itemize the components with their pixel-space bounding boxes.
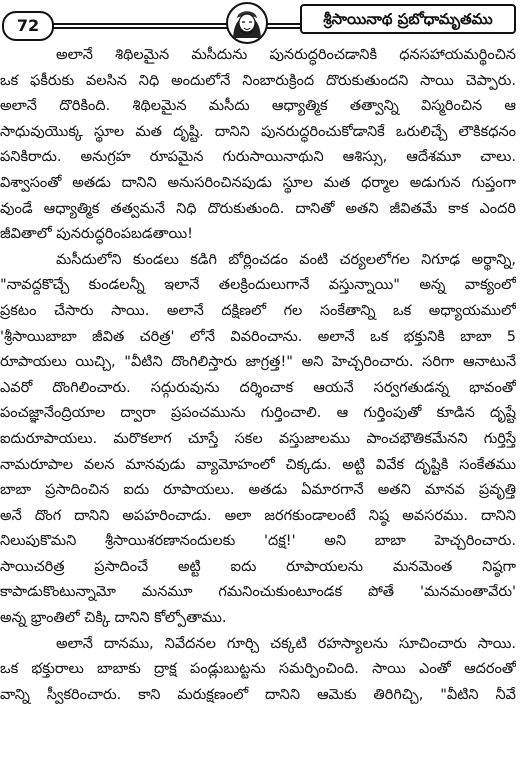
page-header (0, 0, 520, 42)
text-line: అలానే దొరికింది. శిథిలమైన మసీదు ఆధ్యాత్మిక తత్వాన్ని విస్మరించిన ఆ (0, 98, 516, 115)
text-line: అలానే దానము, నివేదనల గూర్చి చక్కటి రహస్యాలను సూచించారు సాయి. (56, 635, 516, 652)
paragraph (0, 632, 516, 709)
page-body (0, 43, 516, 708)
text-line: సాయిచరిత్ర ప్రసాదించే అట్టి ఐదు రూపాయలను మనమెంత నిష్ఠగా (0, 558, 516, 575)
text-line: వాన్ని స్వీకరించారు. కాని మరుక్షణంలో దానిని ఆమెకు తిరిగిచ్చి, "వీటిని నీవే (0, 686, 516, 703)
text-line: ఒక ఫకీరుకు వలసిన నిధి అందులోనే నింబారుక్రింద దొరుకుతుందని సాయి చెప్పారు. (0, 72, 516, 89)
text-line: 'శ్రీసాయిబాబా జీవిత చరిత్ర' లోనే వివరించాను. అలానే ఒక భక్తునికి బాబా 5 (0, 328, 516, 345)
text-line: కాపాడుకొంటున్నామో మనమూ గమనించుకుంటూండక పోతే 'మనమంతావేరు' (0, 584, 516, 601)
text-line: రూపాయలు యిచ్చి, "వీటిని దొంగిలిస్తారు జాగ్రత్త!" అని హెచ్చరించారు. సరిగా ఆనాటునే (0, 354, 516, 371)
text-line: వుండే ఆధ్యాత్మిక తత్వమనే నిధి దొరుకుతుంది. దానితో అతని జీవితమే కాక ఎందరి (0, 200, 516, 217)
text-line: విశ్వాసంతో అతడు దానిని అనుసరించినపుడు స్థూల మత ధర్మాల అడుగున గుప్తంగా (0, 174, 516, 191)
text-line: నామరూపాల వలన మానవుడు వ్యామోహంలో చిక్కడు. అట్టి వివేక దృష్టికి సంకేతము (0, 456, 516, 473)
text-line: అనే దొంగ దానిని అపహరించాడు. అలా జరగకుండాలంటే నిష్ఠ అవసరము. దానిని (0, 507, 516, 524)
text-line: సాధువుయొక్క స్థూల మత దృష్టి. దానిని పునరుద్ధరించుకోడానికే ఒరులిచ్చే లౌకికధనం (0, 123, 516, 140)
paragraph (0, 43, 516, 248)
text-line: ఐదురూపాయలు. మరొకలాగ చూస్తే సకల వస్తుజాలము పాంచభౌతికమేనని గుర్తిస్తే (0, 430, 516, 447)
book-title: శ్రీసాయినాథ ప్రబోధామృతము (300, 4, 516, 34)
text-line: నిలుపుకొమని శ్రీసాయిశరణానందులకు 'దక్ష!' అని బాబా హెచ్చరించారు. (0, 533, 516, 550)
page-number: 72 (2, 11, 54, 41)
text-line: అలానే శిథిలమైన మసీదును పునరుద్ధరించడానికి ధనసహాయమర్థించిన (56, 47, 516, 63)
text-line: మసీదులోని కుండలు కడిగి బోర్లించడం వంటి చర్యలలోగల నిగూఢ అర్థాన్ని, (56, 251, 516, 268)
text-line: బాబా ప్రసాదించిన ఐదు రూపాయలు. అతడు ఏమారగానే అతని మానవ ప్రవృత్తి (0, 482, 516, 499)
text-line: పనికిరాదు. అనుగ్రహ రూపమైన గురుసాయినాథుని ఆశిస్సు, ఆదేశమూ చాలు. (0, 149, 516, 166)
text-line: అన్న భ్రాంతిలో చిక్కి దానిని కోల్పోతాము. (0, 610, 227, 627)
text-line: ఒక భక్తురాలు బాబాకు ద్రాక్ష పండ్లుబుట్టను సమర్పించింది. సాయి ఎంతో ఆదరంతో (0, 661, 516, 678)
text-line: ప్రకటం చేసారు సాయి. అలానే దక్షిణలో గల సంకేతాన్ని ఒక అధ్యాయములో (0, 302, 516, 319)
text-line: జీవితాలో పునరుద్ధరింపబడతాయి! (0, 226, 193, 243)
paragraph (0, 248, 516, 632)
text-line: పంచజ్ఞానేంద్రియాల ద్వారా ప్రపంచమును గుర్తించాలి. ఆ గుర్తింపుతో కూడిన దృష్టే (0, 405, 516, 422)
text-line: ఎవరో దొంగిలించారు. సద్గురువును దర్శించాక ఆయనే సర్వగతుడన్న భావంతో (0, 379, 516, 396)
text-line: "నావద్దకొచ్చే కుండలన్నీ ఇలానే తలక్రిందులుగానే వస్తున్నాయి" అన్న వాక్యంలో (0, 277, 516, 294)
sai-baba-portrait-icon (226, 2, 268, 44)
